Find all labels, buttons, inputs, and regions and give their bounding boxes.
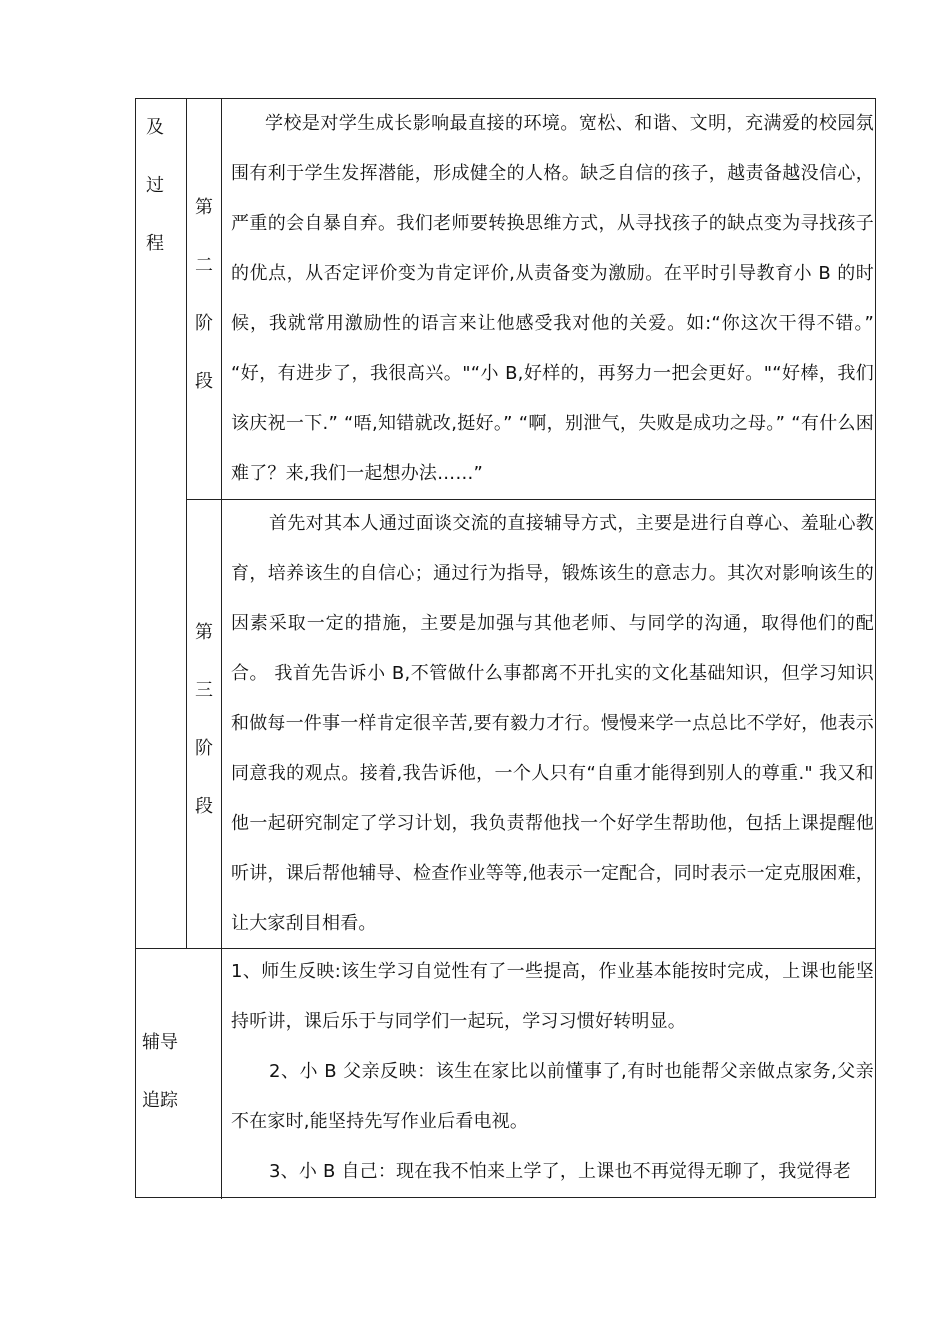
section-label-char: 程 <box>146 233 164 254</box>
column-divider-1 <box>186 99 187 949</box>
section-label-char: 过 <box>146 175 164 196</box>
stage2-label-char: 第 <box>195 197 213 218</box>
tracking-item-2: 2、小 B 父亲反映：该生在家比以前懂事了,有时也能帮父亲做点家务,父亲不在家时,能坚持先写作业后看电视。 <box>231 1061 874 1132</box>
stage2-label-char: 阶 <box>195 313 213 334</box>
stage3-label-char: 三 <box>195 680 213 701</box>
stage3-label <box>189 604 219 836</box>
section-label-char: 及 <box>146 117 164 138</box>
tracking-label-line: 辅导 <box>142 1032 178 1053</box>
stage3-paragraph: 首先对其本人通过面谈交流的直接辅导方式，主要是进行自尊心、羞耻心教育，培养该生的自信心；通过行为指导，锻炼该生的意志力。其次对影响该生的因素采取一定的措施，主要是加强与其他老师、与同学的沟通，取得他们的配合。 我首先告诉小 B,不管做什么事都离不开扎实的文化基础知识，但学习知识和做每一件事一样肯定很辛苦,要有毅力才行。慢慢来学一点总比不学好，他表示同意我的观点。接着,我告诉他，一个人只有“自重才能得到别人的尊重." 我又和他一起研究制定了学习计划，我负责帮他找一个好学生帮助他，包括上课提醒他听讲，课后帮他辅导、检查作业等等,他表示一定配合，同时表示一定克服困难，让大家刮目相看。 <box>231 513 874 934</box>
column-divider-2 <box>221 99 222 1199</box>
tracking-item-1: 1、师生反映:该生学习自觉性有了一些提高，作业基本能按时完成，上课也能坚持听讲，课后乐于与同学们一起玩，学习习惯好转明显。 <box>231 961 874 1032</box>
tracking-text <box>231 947 874 1197</box>
stage2-paragraph: 学校是对学生成长影响最直接的环境。宽松、和谐、文明，充满爱的校园氛围有利于学生发挥潜能，形成健全的人格。缺乏自信的孩子，越责备越没信心，严重的会自暴自弃。我们老师要转换思维方式，从寻找孩子的缺点变为寻找孩子的优点，从否定评价变为肯定评价,从责备变为激励。在平时引导教育小 B 的时候，我就常用激励性的语言来让他感受我对他的关爱。如:“你这次干得不错。” “好，有进步了，我很高兴。"“小 B,好样的，再努力一把会更好。"“好棒，我们该庆祝一下.” “唔,知错就改,挺好。” “啊，别泄气，失败是成功之母。” “有什么困难了？来,我们一起想办法……” <box>231 113 874 484</box>
stage3-label-char: 第 <box>195 622 213 643</box>
section-label <box>140 99 170 273</box>
stage2-text <box>231 99 874 499</box>
stage2-label <box>189 179 219 411</box>
case-record-table <box>135 98 876 1198</box>
stage3-label-char: 段 <box>195 796 213 817</box>
stage2-label-char: 二 <box>195 255 213 276</box>
tracking-label <box>142 1014 178 1130</box>
stage3-label-char: 阶 <box>195 738 213 759</box>
tracking-label-line: 追踪 <box>142 1090 178 1111</box>
tracking-item-3: 3、小 B 自己：现在我不怕来上学了，上课也不再觉得无聊了，我觉得老 <box>269 1161 852 1182</box>
stage3-text <box>231 499 874 949</box>
stage2-label-char: 段 <box>195 371 213 392</box>
